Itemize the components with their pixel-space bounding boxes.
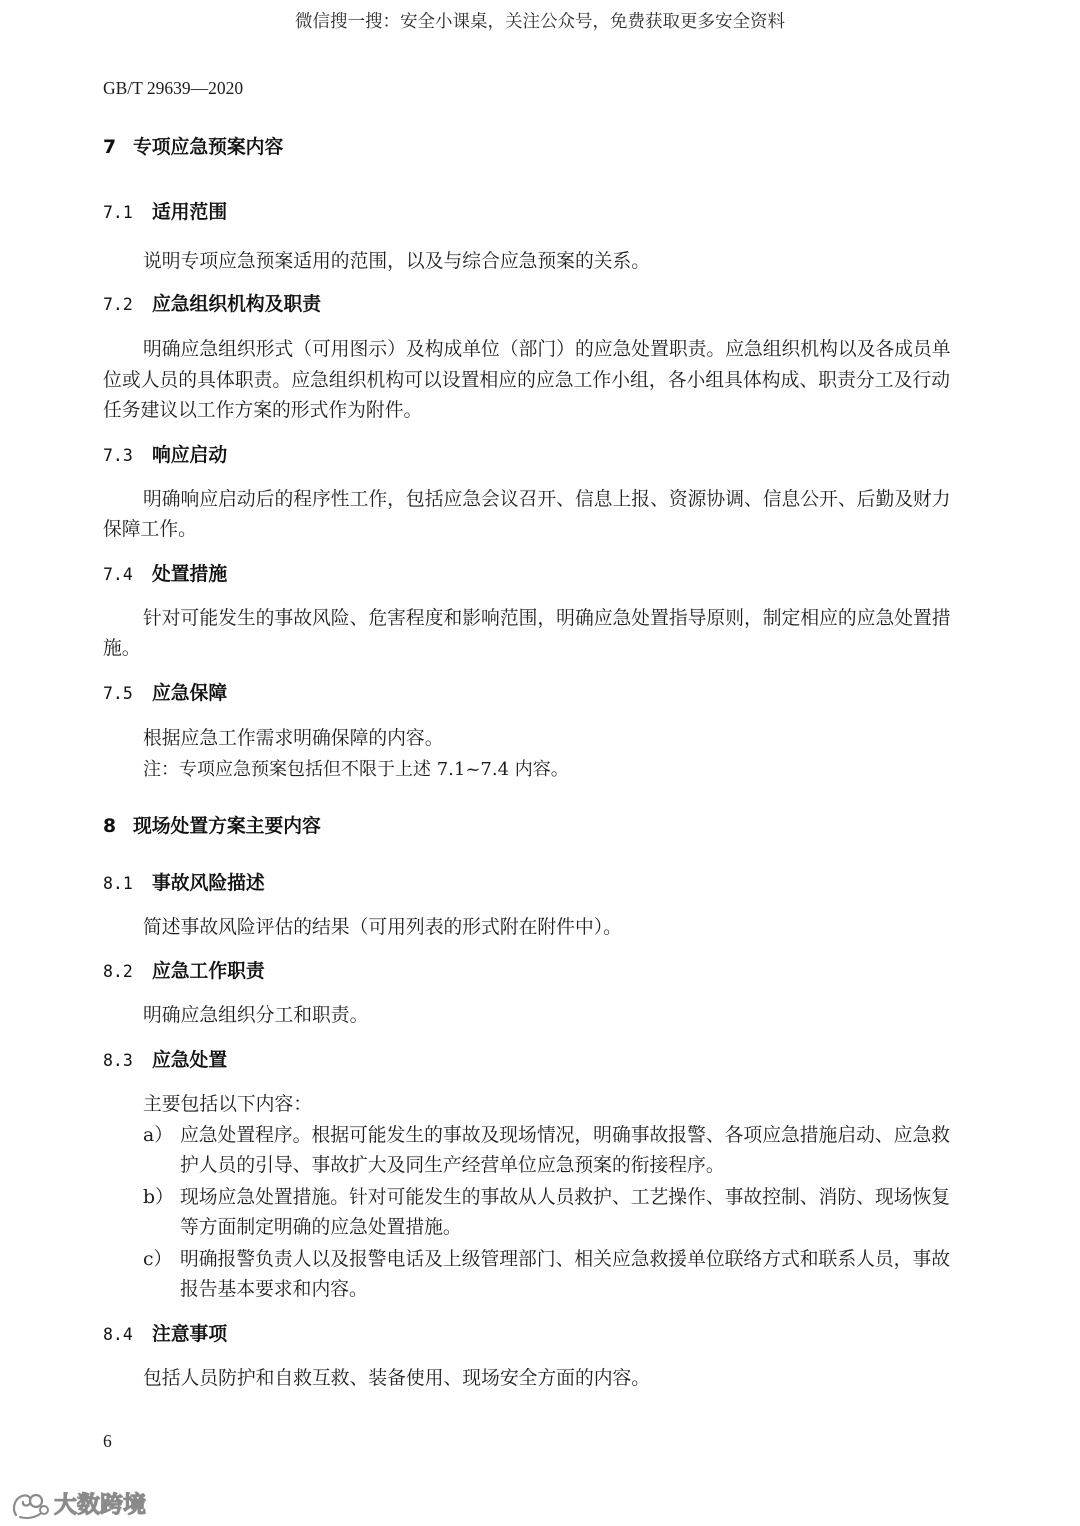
- clause-7-1-heading: [103, 201, 227, 225]
- clause-number: 7.5: [103, 684, 133, 703]
- clause-8-2-heading: [103, 960, 265, 984]
- clause-number: 7.3: [103, 446, 133, 465]
- doc-code-header: GB/T 29639—2020: [103, 78, 244, 98]
- section-number: 7: [103, 137, 117, 158]
- section-title: 专项应急预案内容: [133, 137, 284, 158]
- paragraph-line: 针对可能发生的事故风险、危害程度和影响范围，明确应急处置指导原则，制定相应的应急处置措: [143, 608, 951, 629]
- clause-number: 8.3: [103, 1051, 133, 1070]
- paragraph-line: 明确应急组织分工和职责。: [143, 1005, 369, 1026]
- clause-title: 处置措施: [152, 564, 228, 585]
- clause-title: 事故风险描述: [152, 873, 265, 894]
- top-banner-text: 微信搜一搜：安全小课桌，关注公众号，免费获取更多安全资料: [295, 12, 785, 32]
- paragraph-line: 说明专项应急预案适用的范围，以及与综合应急预案的关系。: [143, 251, 651, 272]
- clause-title: 适用范围: [152, 202, 228, 223]
- clause-number: 8.1: [103, 874, 133, 893]
- clause-8-4-heading: [103, 1323, 227, 1347]
- paragraph-line: 包括人员防护和自救互救、装备使用、现场安全方面的内容。: [143, 1368, 651, 1389]
- paragraph-line: 根据应急工作需求明确保障的内容。: [143, 728, 444, 749]
- clause-title: 应急处置: [152, 1050, 228, 1071]
- paragraph-line: 明确响应启动后的程序性工作，包括应急会议召开、信息上报、资源协调、信息公开、后勤及财力: [143, 489, 951, 510]
- clause-number: 7.4: [103, 565, 133, 584]
- list-item-line: 现场应急处置措施。针对可能发生的事故从人员救护、工艺操作、事故控制、消防、现场恢复: [180, 1187, 951, 1208]
- paragraph-line: 主要包括以下内容：: [143, 1094, 313, 1115]
- paragraph-line: 简述事故风险评估的结果（可用列表的形式附在附件中）。: [143, 917, 622, 938]
- clause-title: 响应启动: [152, 445, 228, 466]
- dashu-logo-icon: [10, 1489, 50, 1521]
- section-title: 现场处置方案主要内容: [133, 816, 321, 837]
- clause-title: 注意事项: [152, 1324, 228, 1345]
- paragraph-line: 保障工作。: [103, 519, 197, 540]
- clause-number: 7.2: [103, 295, 133, 314]
- list-item-label: a）: [143, 1125, 173, 1146]
- section-number: 8: [103, 816, 117, 837]
- section-8-heading: [103, 815, 321, 839]
- paragraph-line: 施。: [103, 638, 141, 659]
- clause-number: 8.2: [103, 962, 133, 981]
- paragraph-line: 任务建议以工作方案的形式作为附件。: [103, 400, 423, 421]
- paragraph-line: 位或人员的具体职责。应急组织机构可以设置相应的应急工作小组，各小组具体构成、职责分工及行动: [103, 370, 950, 391]
- note-text: 注：专项应急预案包括但不限于上述 7.1~7.4 内容。: [143, 759, 569, 780]
- list-item-line: 护人员的引导、事故扩大及同生产经营单位应急预案的衔接程序。: [180, 1155, 725, 1176]
- list-item-label: c）: [143, 1249, 173, 1270]
- clause-title: 应急工作职责: [152, 961, 265, 982]
- clause-title: 应急保障: [152, 683, 228, 704]
- clause-7-5-heading: [103, 682, 227, 706]
- clause-7-2-heading: [103, 293, 321, 317]
- paragraph-line: 明确应急组织形式（可用图示）及构成单位（部门）的应急处置职责。应急组织机构以及各成员单: [143, 339, 951, 360]
- list-item-label: b）: [143, 1187, 174, 1208]
- brand-logo-text: 大数跨境: [54, 1492, 146, 1518]
- clause-number: 7.1: [103, 203, 133, 222]
- section-7-heading: [103, 136, 283, 160]
- list-item-line: 等方面制定明确的应急处置措施。: [180, 1217, 462, 1238]
- page-number: 6: [103, 1431, 112, 1451]
- list-item-line: 报告基本要求和内容。: [180, 1279, 368, 1300]
- clause-7-4-heading: [103, 563, 227, 587]
- list-item-line: 明确报警负责人以及报警电话及上级管理部门、相关应急救援单位联络方式和联系人员，事故: [180, 1249, 951, 1270]
- clause-number: 8.4: [103, 1325, 133, 1344]
- clause-8-3-heading: [103, 1049, 227, 1073]
- clause-title: 应急组织机构及职责: [152, 294, 322, 315]
- clause-7-3-heading: [103, 444, 227, 468]
- clause-8-1-heading: [103, 872, 265, 896]
- list-item-line: 应急处置程序。根据可能发生的事故及现场情况，明确事故报警、各项应急措施启动、应急救: [180, 1125, 951, 1146]
